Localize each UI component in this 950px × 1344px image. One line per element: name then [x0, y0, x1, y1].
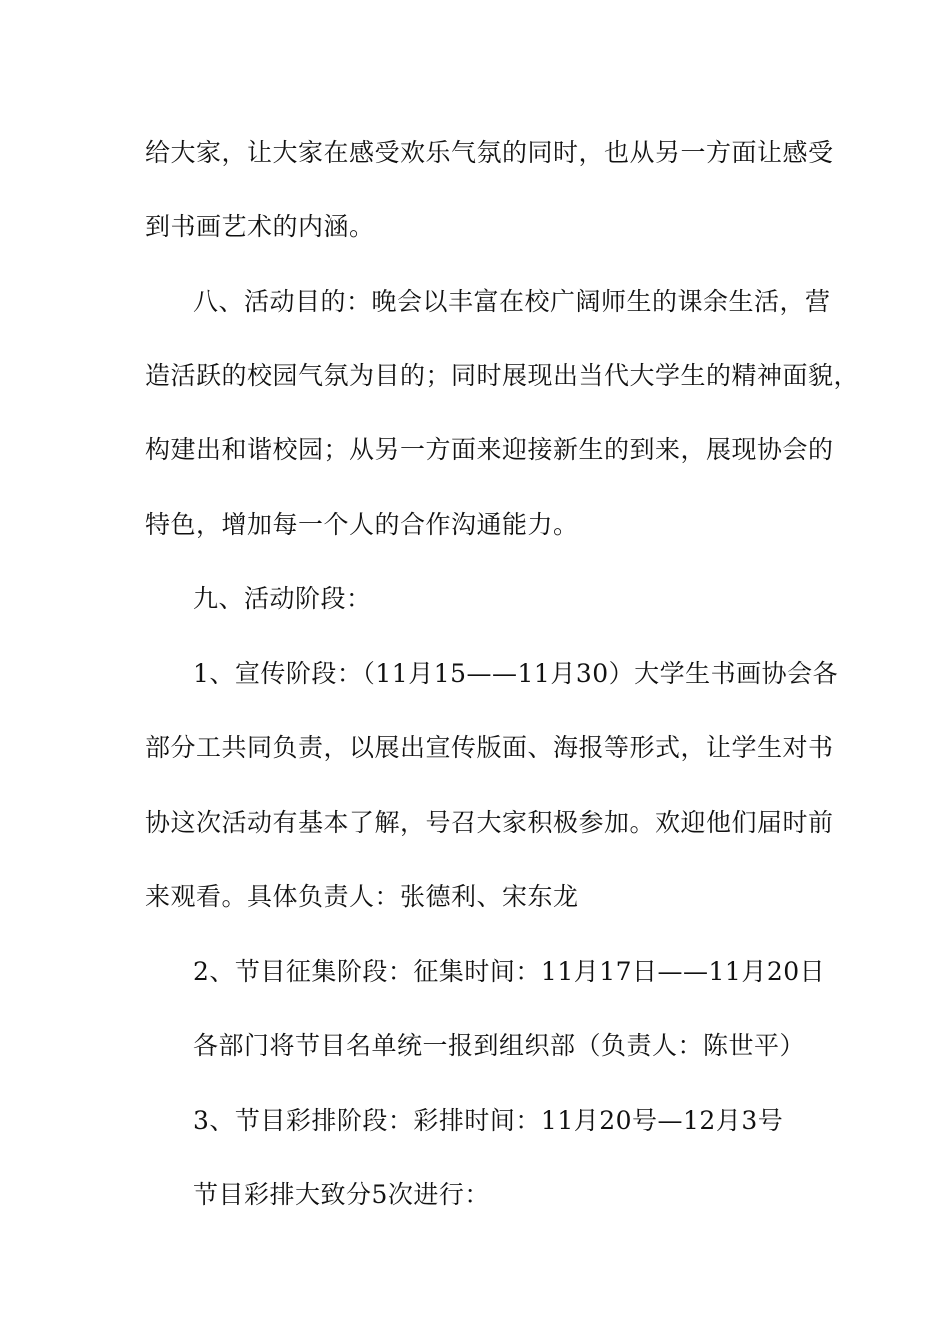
section-nine-heading: 九、活动阶段：: [193, 584, 372, 613]
stage-one-line: 1、宣传阶段：（11月15——11月30）大学生书画协会各: [193, 659, 839, 688]
paragraph-line: 协这次活动有基本了解，号召大家积极参加。欢迎他们届时前: [145, 808, 834, 837]
paragraph-line: 各部门将节目名单统一报到组织部（负责人：陈世平）: [193, 1031, 806, 1060]
stage-two-line: 2、节目征集阶段：征集时间：11月17日——11月20日: [193, 957, 826, 986]
section-eight-heading-line: 八、活动目的：晚会以丰富在校广阔师生的课余生活，营: [193, 287, 831, 316]
paragraph-line: 造活跃的校园气氛为目的；同时展现出当代大学生的精神面貌，: [145, 361, 860, 390]
paragraph-line: 特色，增加每一个人的合作沟通能力。: [145, 510, 579, 539]
paragraph-line: 构建出和谐校园；从另一方面来迎接新生的到来，展现协会的: [145, 435, 834, 464]
paragraph-line: 部分工共同负责，以展出宣传版面、海报等形式，让学生对书: [145, 733, 834, 762]
paragraph-line: 来观看。具体负责人：张德利、宋东龙: [145, 882, 579, 911]
paragraph-line: 到书画艺术的内涵。: [145, 212, 375, 241]
stage-three-line: 3、节目彩排阶段：彩排时间：11月20号—12月3号: [193, 1106, 784, 1135]
paragraph-line: 节目彩排大致分5次进行：: [193, 1180, 490, 1209]
paragraph-line: 给大家，让大家在感受欢乐气氛的同时，也从另一方面让感受: [145, 138, 834, 167]
